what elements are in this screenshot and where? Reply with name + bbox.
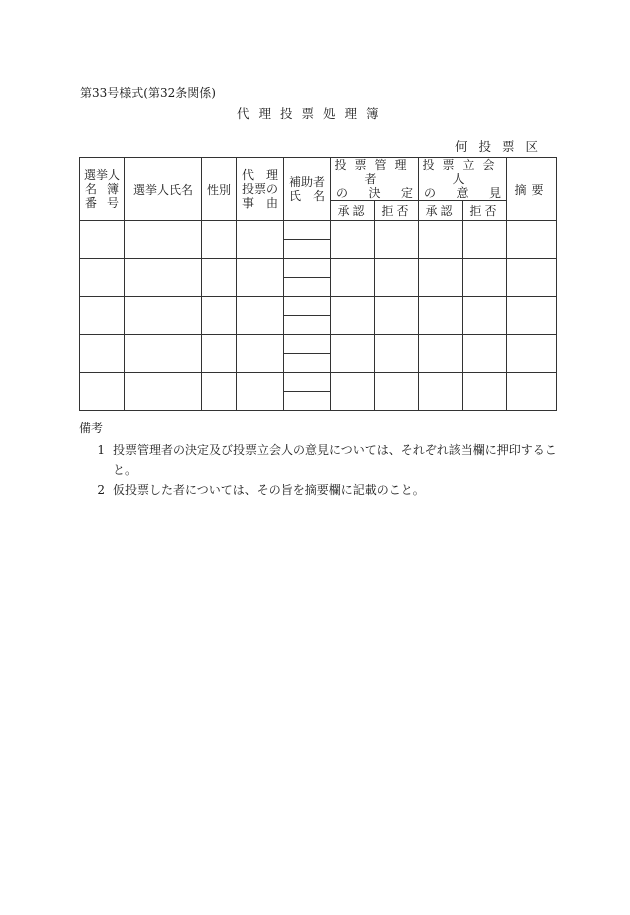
voter-name-cell[interactable] — [125, 335, 202, 373]
form-number: 第33号様式(第32条関係) — [80, 86, 216, 100]
assistant-name-cell[interactable] — [284, 335, 331, 354]
table-row — [80, 297, 557, 316]
header-manager-approve: 承認 — [331, 201, 375, 221]
voter-name-cell[interactable] — [125, 297, 202, 335]
header-remarks: 摘要 — [507, 158, 557, 221]
gender-cell[interactable] — [202, 335, 237, 373]
assistant-name-cell[interactable] — [284, 392, 331, 411]
document-title: 代理投票処理簿 — [237, 106, 388, 121]
voter-name-cell[interactable] — [125, 259, 202, 297]
ledger-body — [80, 221, 557, 411]
voter-no-cell[interactable] — [80, 373, 125, 411]
assistant-name-cell[interactable] — [284, 297, 331, 316]
assistant-name-cell[interactable] — [284, 240, 331, 259]
voter-no-cell[interactable] — [80, 221, 125, 259]
witness-reject-cell[interactable] — [463, 373, 507, 411]
manager-reject-cell[interactable] — [375, 297, 419, 335]
remarks-cell[interactable] — [507, 259, 557, 297]
voter-no-cell[interactable] — [80, 259, 125, 297]
voter-name-cell[interactable] — [125, 373, 202, 411]
witness-reject-cell[interactable] — [463, 221, 507, 259]
header-witness-approve: 承認 — [419, 201, 463, 221]
voter-no-cell[interactable] — [80, 297, 125, 335]
manager-approve-cell[interactable] — [331, 373, 375, 411]
header-gender: 性別 — [202, 158, 237, 221]
assistant-name-cell[interactable] — [284, 373, 331, 392]
gender-cell[interactable] — [202, 259, 237, 297]
witness-approve-cell[interactable] — [419, 259, 463, 297]
notes-heading: 備考 — [79, 421, 104, 435]
gender-cell[interactable] — [202, 221, 237, 259]
reason-cell[interactable] — [237, 335, 284, 373]
header-voter-name: 選挙人氏名 — [125, 158, 202, 221]
witness-approve-cell[interactable] — [419, 373, 463, 411]
table-row — [80, 373, 557, 392]
proxy-vote-ledger-table — [79, 157, 557, 411]
manager-reject-cell[interactable] — [375, 259, 419, 297]
note-number: 2 — [97, 483, 105, 497]
note-text: 仮投票した者については、その旨を摘要欄に記載のこと。 — [113, 483, 425, 497]
remarks-cell[interactable] — [507, 373, 557, 411]
header-proxy-reason: 代 理 投票の 事 由 — [237, 158, 284, 221]
header-voter-register-no: 選挙人 名 簿 番 号 — [80, 158, 125, 221]
district-label: 何投票区 — [455, 139, 550, 154]
assistant-name-cell[interactable] — [284, 278, 331, 297]
voter-name-cell[interactable] — [125, 221, 202, 259]
remarks-cell[interactable] — [507, 297, 557, 335]
header-manager-decision: 投票管理者 の 決 定 — [331, 158, 419, 201]
manager-approve-cell[interactable] — [331, 297, 375, 335]
manager-approve-cell[interactable] — [331, 259, 375, 297]
assistant-name-cell[interactable] — [284, 221, 331, 240]
witness-reject-cell[interactable] — [463, 259, 507, 297]
note-number: 1 — [97, 443, 105, 457]
note-item — [79, 440, 557, 480]
witness-reject-cell[interactable] — [463, 297, 507, 335]
witness-approve-cell[interactable] — [419, 297, 463, 335]
header-assistant-name: 補助者 氏 名 — [284, 158, 331, 221]
gender-cell[interactable] — [202, 373, 237, 411]
gender-cell[interactable] — [202, 297, 237, 335]
voter-no-cell[interactable] — [80, 335, 125, 373]
manager-approve-cell[interactable] — [331, 335, 375, 373]
assistant-name-cell[interactable] — [284, 259, 331, 278]
assistant-name-cell[interactable] — [284, 354, 331, 373]
assistant-name-cell[interactable] — [284, 316, 331, 335]
witness-approve-cell[interactable] — [419, 221, 463, 259]
reason-cell[interactable] — [237, 373, 284, 411]
note-text: 投票管理者の決定及び投票立会人の意見については、それぞれ該当欄に押印すること。 — [113, 443, 557, 477]
manager-reject-cell[interactable] — [375, 335, 419, 373]
table-row — [80, 335, 557, 354]
reason-cell[interactable] — [237, 259, 284, 297]
manager-reject-cell[interactable] — [375, 221, 419, 259]
witness-approve-cell[interactable] — [419, 335, 463, 373]
witness-reject-cell[interactable] — [463, 335, 507, 373]
note-item — [79, 480, 557, 500]
reason-cell[interactable] — [237, 297, 284, 335]
manager-reject-cell[interactable] — [375, 373, 419, 411]
notes-section — [79, 418, 557, 500]
table-row — [80, 221, 557, 240]
header-witness-reject: 拒否 — [463, 201, 507, 221]
header-manager-reject: 拒否 — [375, 201, 419, 221]
header-witness-opinion: 投票立会人 の 意 見 — [419, 158, 507, 201]
table-row — [80, 259, 557, 278]
remarks-cell[interactable] — [507, 335, 557, 373]
remarks-cell[interactable] — [507, 221, 557, 259]
reason-cell[interactable] — [237, 221, 284, 259]
manager-approve-cell[interactable] — [331, 221, 375, 259]
